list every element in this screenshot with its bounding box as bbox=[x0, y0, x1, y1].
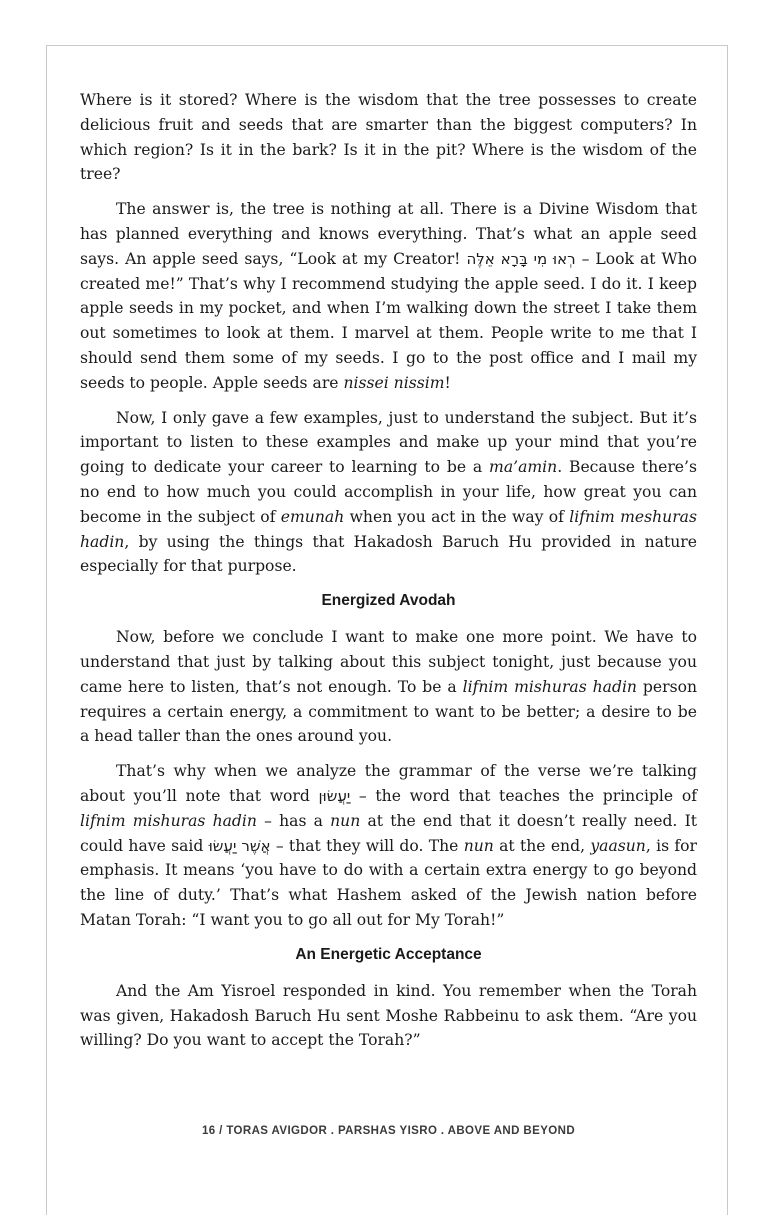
section-heading: Energized Avodah bbox=[321, 592, 456, 610]
hebrew-phrase: אֲשֶׁר יַעֲשׂוּ bbox=[208, 836, 271, 855]
paragraph-4 bbox=[80, 625, 697, 749]
text-run: – the word that teaches the principle of bbox=[350, 786, 697, 805]
paragraph-2 bbox=[80, 197, 697, 395]
text-run: . Because there’s no end to how much you could accomplish in your life, how great you can become in the subject of bbox=[80, 458, 697, 526]
text-run: That’s why when we analyze the grammar of the verse we’re talking about you’ll note that word bbox=[80, 762, 697, 805]
italic-term: lifnim mishuras hadin bbox=[80, 811, 257, 830]
text-run: – that they will do. The bbox=[270, 836, 464, 855]
text-run: – Look at Who created me!” That’s why I recommend studying the apple seed. I do it. I keep apple seeds in my pocket, and when I’m walking down the street I take them out sometimes to look at them. I marvel at them. People write to me that I should send them some of my seeds. I go to the post office and I mail my seeds to people. Apple seeds are bbox=[80, 249, 698, 392]
italic-term: emunah bbox=[280, 507, 345, 526]
italic-term: nun bbox=[463, 836, 494, 855]
hebrew-word: יַעֲשׂוּן bbox=[318, 786, 351, 805]
text-run: – has a bbox=[256, 811, 331, 830]
paragraph-6: And the Am Yisroel responded in kind. You remember when the Torah was given, Hakadosh Baruch Hu sent Moshe Rabbeinu to ask them. “Are you willing? Do you want to accept the Torah?” bbox=[80, 981, 697, 1050]
italic-term: yaasun bbox=[590, 836, 646, 855]
paragraph-5 bbox=[80, 759, 697, 933]
text-run: at the end, bbox=[493, 836, 591, 855]
text-run: Now, I only gave a few examples, just to understand the subject. But it’s important to listen to these examples and make up your mind that you’re going to dedicate your career to learning to be a bbox=[80, 408, 697, 477]
paragraph-3 bbox=[80, 406, 697, 580]
text-run: , is for emphasis. It means ‘you have to do with a certain extra energy to go beyond the line of duty.’ That’s what Hashem asked of the Jewish nation before Matan Torah: “I want you to go all out for My Torah!” bbox=[80, 836, 698, 929]
section-heading: An Energetic Acceptance bbox=[295, 945, 482, 963]
text-run: person requires a certain energy, a commitment to want to be better; a desire to be a head taller than the ones around you. bbox=[80, 677, 698, 746]
italic-term: nissei nissim bbox=[343, 373, 445, 392]
paragraph-1: Where is it stored? Where is the wisdom that the tree possesses to create delicious fruit and seeds that are smarter than the biggest computers? In which region? Is it in the bark? Is it in the pit? Where is the wisdom of the tree? bbox=[80, 91, 697, 184]
page-content bbox=[80, 88, 697, 1063]
italic-term: nun bbox=[330, 811, 361, 830]
italic-term: lifnim meshuras hadin bbox=[80, 507, 697, 551]
page-footer: 16 / TORAS AVIGDOR . PARSHAS YISRO . ABOVE AND BEYOND bbox=[201, 1125, 576, 1137]
text-run: The answer is, the tree is nothing at all. There is a Divine Wisdom that has planned everything and knows everything. That’s what an apple seed says. An apple seed says, “Look at my Creator! bbox=[80, 200, 697, 268]
text-run: ! bbox=[444, 373, 451, 392]
italic-term: ma’amin bbox=[489, 458, 558, 477]
italic-term: lifnim mishuras hadin bbox=[462, 677, 637, 696]
text-run: when you act in the way of bbox=[344, 507, 570, 526]
text-run: Now, before we conclude I want to make one more point. We have to understand that just by talking about this subject tonight, just because you came here to listen, that’s not enough. To be a bbox=[80, 628, 697, 696]
text-run: at the end that it doesn’t really need. It could have said bbox=[80, 811, 697, 855]
hebrew-phrase: רְאוּ מִי בָּרָא אֵלֶּה bbox=[466, 249, 576, 268]
text-run: , by using the things that Hakadosh Baruch Hu provided in nature especially for that purpose. bbox=[80, 532, 697, 576]
